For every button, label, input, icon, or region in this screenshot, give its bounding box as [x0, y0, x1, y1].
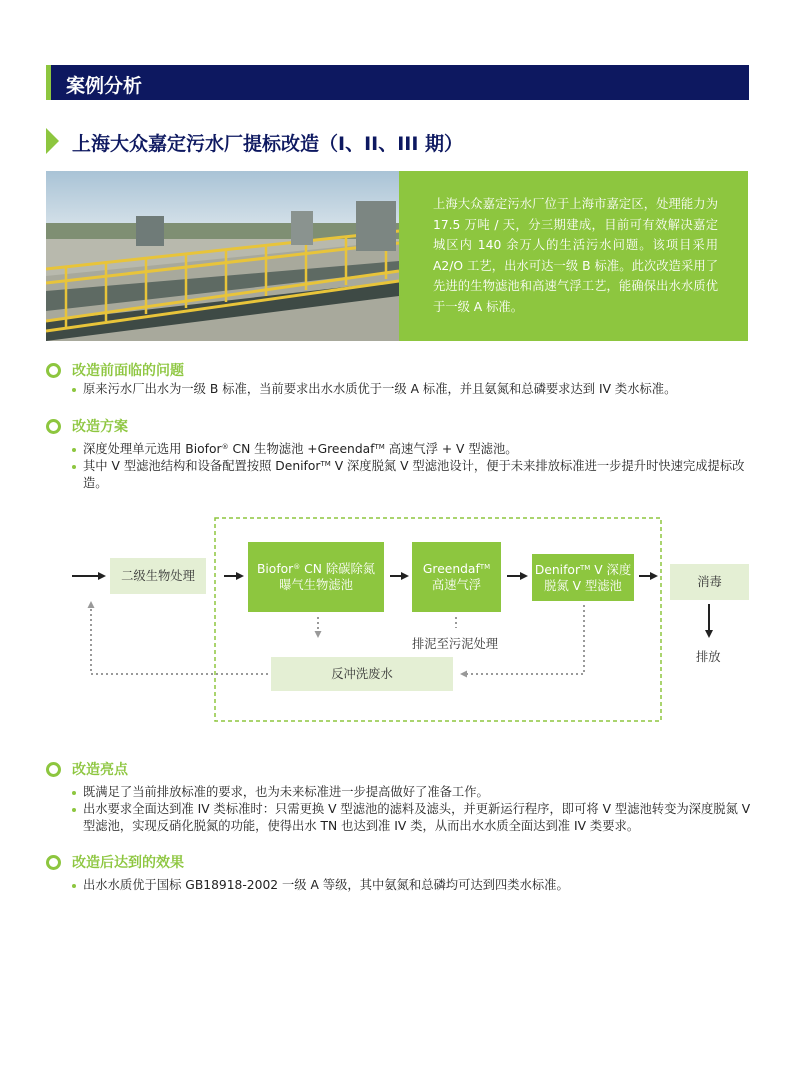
registered-mark: ®: [221, 443, 229, 451]
section-header-title: 案例分析: [66, 75, 143, 97]
denifor-filter-box: [532, 554, 634, 601]
title-arrow-icon: [46, 128, 59, 154]
project-title-text: 上海大众嘉定污水厂提标改造（I、II、III 期）: [72, 133, 464, 155]
plan-text: 其中 V 型滤池结构和设备配置按照 Denifor: [83, 459, 321, 473]
sludge-label: 排泥至污泥处理: [412, 637, 499, 651]
plant-photo: [46, 171, 399, 341]
denifor-desc: V 深度: [590, 562, 632, 577]
plan-text: V 深度脱氮 V 型滤池设计，便于未来排放标准进一步提升时快速完成提标改造。: [83, 459, 745, 490]
denifor-name: Denifor: [534, 562, 580, 577]
problems-list: [72, 381, 762, 398]
registered-mark: ®: [293, 563, 301, 571]
circle-bullet-icon: [46, 363, 61, 378]
list-item: 出水要求全面达到准 IV 类标准时：只需更换 V 型滤池的滤料及滤头，并更新运行程序，即可将 V 型滤池转变为深度脱氮 V 型滤池，实现反硝化脱氮的功能，使得出水 TN 也达到准 IV 类，从而出水水质全面达到准 IV 类要求。: [72, 801, 752, 835]
circle-bullet-icon: [46, 855, 61, 870]
section-header: [46, 65, 749, 100]
trademark-mark: TM: [320, 460, 331, 468]
biofor-line2: 曝气生物滤池: [279, 578, 353, 592]
section-title: 改造亮点: [72, 762, 128, 778]
trademark-mark: TM: [479, 563, 491, 571]
plan-list: [72, 441, 762, 492]
denifor-line2: 脱氮 V 型滤池: [544, 578, 622, 593]
results-list: [72, 877, 762, 894]
highlights-list: [72, 784, 752, 835]
plant-photo-image: [46, 171, 399, 341]
plan-text: 深度处理单元选用 Biofor: [83, 442, 222, 456]
trademark-mark: TM: [580, 563, 591, 572]
greendaf-line2: 高速气浮: [431, 578, 482, 592]
greendaf-label: [423, 561, 490, 593]
section-title: 改造后达到的效果: [72, 855, 184, 871]
backwash-to-head-line: [91, 603, 268, 674]
greendaf-name: Greendaf: [422, 562, 480, 576]
backwash-water-box: 反冲洗废水: [271, 657, 453, 691]
plan-text: CN 生物滤池 +Greendaf: [228, 442, 375, 456]
list-item: [72, 441, 762, 458]
plan-text: 高速气浮 + V 型滤池。: [384, 442, 518, 456]
biofor-desc: CN 除碳除氮: [300, 562, 376, 576]
list-item: 出水水质优于国标 GB18918-2002 一级 A 等级，其中氨氮和总磷均可达到四类水标准。: [72, 877, 762, 894]
section-title: 改造前面临的问题: [72, 363, 184, 379]
biofor-label: [257, 561, 375, 593]
section-title: 改造方案: [72, 419, 128, 435]
list-item: [72, 458, 762, 492]
list-item: 原来污水厂出水为一级 B 标准，当前要求出水水质优于一级 A 标准，并且氨氮和总磷要求达到 IV 类水标准。: [72, 381, 762, 398]
biofor-filter-box: [248, 542, 384, 612]
circle-bullet-icon: [46, 762, 61, 777]
biofor-name: Biofor: [256, 562, 294, 576]
greendaf-box: [412, 542, 501, 612]
denifor-label: [535, 562, 631, 594]
project-intro: 上海大众嘉定污水厂位于上海市嘉定区，处理能力为 17.5 万吨 / 天，分三期建成，目前可有效解决嘉定城区内 140 余万人的生活污水问题。该项目采用 A2/O 工艺，出水可达一级 B 标准。此次改造采用了先进的生物滤池和高速气浮工艺，能确保出水水质优于一级 A 标准。: [399, 171, 748, 341]
list-item: 既满足了当前排放标准的要求，也为未来标准进一步提高做好了准备工作。: [72, 784, 752, 801]
discharge-label: 排放: [696, 650, 721, 664]
trademark-mark: TM: [374, 443, 385, 451]
secondary-treatment-box: 二级生物处理: [110, 558, 206, 594]
circle-bullet-icon: [46, 419, 61, 434]
disinfection-box: 消毒: [670, 564, 749, 600]
